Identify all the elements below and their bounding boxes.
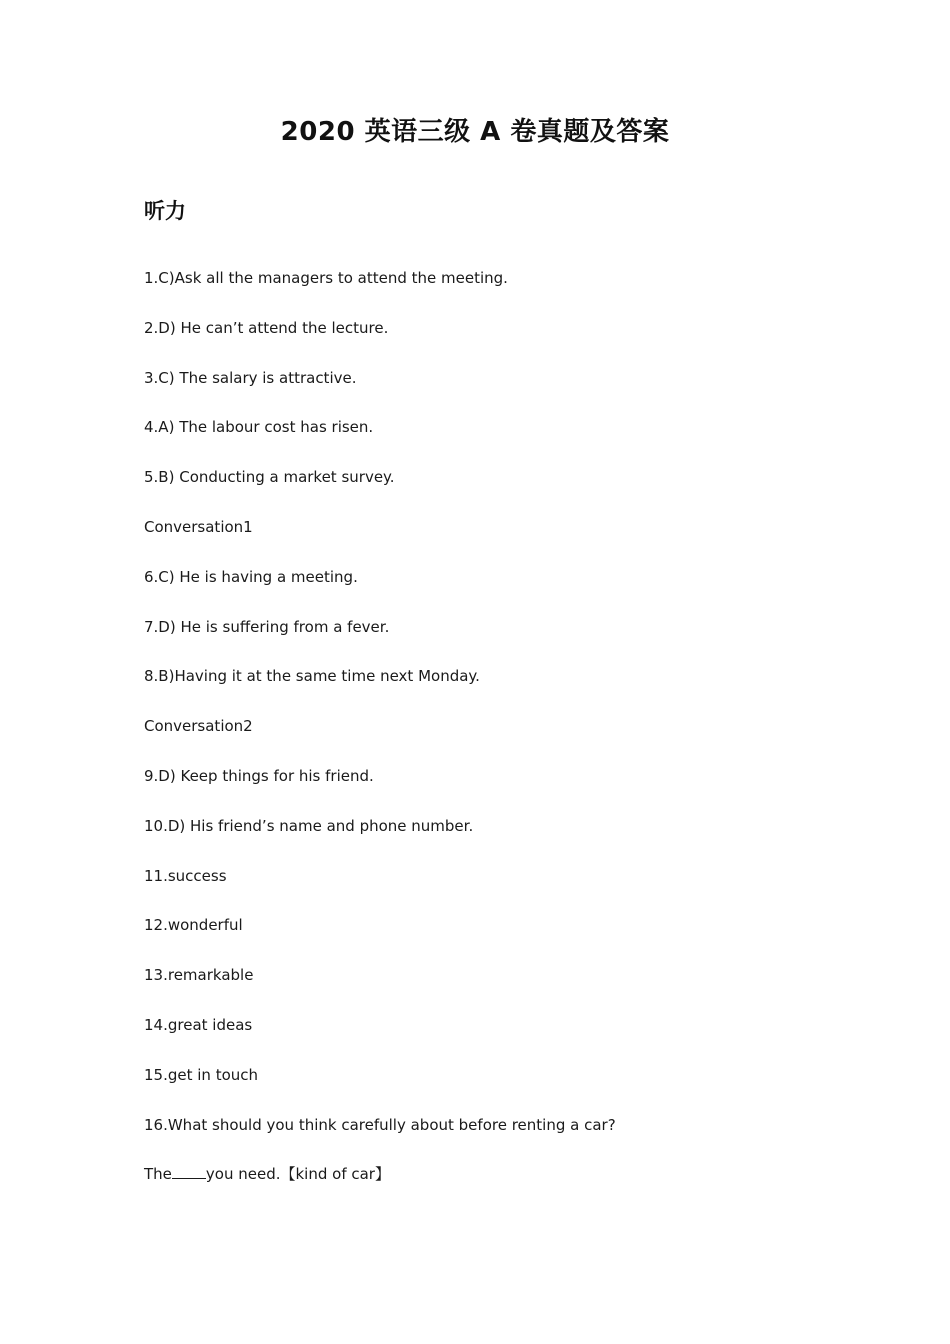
answer-line: 15.get in touch: [144, 1065, 259, 1084]
question-line: 16.What should you think carefully about before renting a car?: [144, 1115, 616, 1134]
fill-in-line: [144, 1162, 616, 1212]
answer-line: 3.C) The salary is attractive.: [144, 368, 357, 387]
section-heading-listening: 听力: [144, 199, 186, 223]
answer-line: 2.D) He can’t attend the lecture.: [144, 318, 389, 337]
answer-line: 4.A) The labour cost has risen.: [144, 418, 374, 437]
answer-line: 8.B)Having it at the same time next Monday.: [144, 667, 480, 686]
conversation-label: Conversation2: [144, 717, 253, 736]
fill-in-suffix: you need.【kind of car】: [205, 1165, 390, 1184]
answer-line: 11.success: [144, 866, 227, 885]
answer-line: 12.wonderful: [144, 916, 243, 935]
answer-line: 1.C)Ask all the managers to attend the meeting.: [144, 269, 508, 287]
answer-line: 7.D) He is suffering from a fever.: [144, 617, 390, 636]
answer-line: 6.C) He is having a meeting.: [144, 567, 358, 586]
answer-line: 5.B) Conducting a market survey.: [144, 468, 395, 487]
answer-line: 13.remarkable: [144, 966, 254, 985]
document-title: 2020 英语三级 A 卷真题及答案: [280, 117, 670, 147]
answer-line: 14.great ideas: [144, 1015, 253, 1034]
answer-line: 10.D) His friend’s name and phone number.: [144, 816, 474, 835]
fill-in-prefix: The: [144, 1165, 172, 1184]
fill-in-blank: [172, 1164, 206, 1179]
answer-list: [144, 266, 616, 1212]
conversation-label: Conversation1: [144, 517, 253, 536]
answer-line: 9.D) Keep things for his friend.: [144, 766, 374, 785]
